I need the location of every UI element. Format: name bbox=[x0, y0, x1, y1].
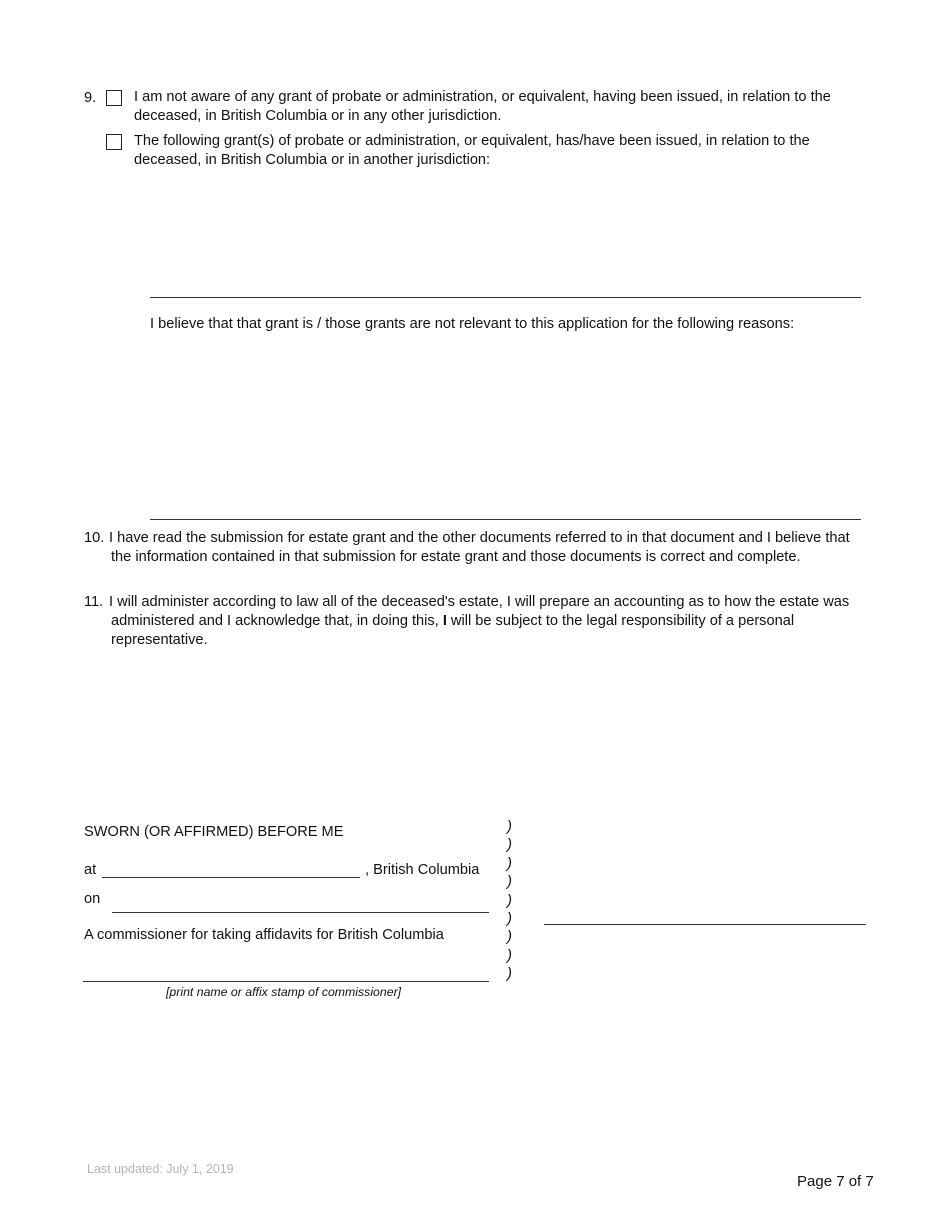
reasons-label: I believe that that grant is / those grants are not relevant to this application for the following reasons: bbox=[150, 316, 795, 332]
last-updated: Last updated: July 1, 2019 bbox=[87, 1162, 234, 1176]
item-11-text-part1: I will administer according to law all of the deceased's estate, I will prepare an accounting as to how the estate was administered and I acknowledge that, in doing this, bbox=[109, 594, 850, 629]
page-number: Page 7 of 7 bbox=[797, 1173, 874, 1190]
jurat-bracket bbox=[507, 818, 512, 984]
at-location-line[interactable] bbox=[102, 877, 360, 878]
bracket-char: ) bbox=[507, 965, 512, 983]
item-9-number: 9. bbox=[84, 90, 97, 106]
bracket-char: ) bbox=[507, 891, 512, 909]
on-label: on bbox=[84, 891, 101, 907]
item-9-option-not-aware: I am not aware of any grant of probate or administration, or equivalent, having been issued, in relation to the deceased, in British Columbia or in any other jurisdiction. bbox=[134, 89, 831, 124]
bracket-char: ) bbox=[507, 909, 512, 927]
commissioner-stamp-line[interactable] bbox=[83, 981, 489, 982]
reasons-line[interactable] bbox=[150, 519, 861, 520]
bracket-char: ) bbox=[507, 854, 512, 872]
grants-list-line[interactable] bbox=[150, 297, 861, 298]
item-11-text-part2: will be subject to the legal responsibility of a personal representative. bbox=[111, 613, 795, 648]
item-9-grants-issued-checkbox[interactable] bbox=[106, 134, 122, 150]
on-date-line[interactable] bbox=[112, 912, 489, 913]
province-label: , British Columbia bbox=[365, 862, 480, 878]
bracket-char: ) bbox=[507, 818, 512, 835]
item-9-not-aware-checkbox[interactable] bbox=[106, 90, 122, 106]
item-10-number: 10. bbox=[84, 530, 105, 546]
at-label: at bbox=[84, 862, 97, 878]
bracket-char: ) bbox=[507, 946, 512, 964]
item-10-text: I have read the submission for estate grant and the other documents referred to in that document and I believe that the information contained in that submission for estate grant and those documents is correct and complete. bbox=[109, 530, 850, 565]
bracket-char: ) bbox=[507, 928, 512, 946]
stamp-caption: [print name or affix stamp of commissioner] bbox=[166, 985, 402, 999]
bracket-char: ) bbox=[507, 836, 512, 854]
bracket-char: ) bbox=[507, 873, 512, 891]
commissioner-label: A commissioner for taking affidavits for British Columbia bbox=[84, 927, 444, 943]
item-11-number: 11. bbox=[84, 594, 104, 610]
item-9-option-grants-issued: The following grant(s) of probate or administration, or equivalent, has/have been issued, in relation to the deceased, in British Columbia or in another jurisdiction: bbox=[134, 133, 810, 168]
sworn-heading: SWORN (OR AFFIRMED) BEFORE ME bbox=[84, 824, 344, 840]
item-11-text-bold: I bbox=[442, 613, 447, 629]
deponent-signature-line[interactable] bbox=[544, 924, 866, 925]
item-11-text bbox=[111, 593, 871, 650]
